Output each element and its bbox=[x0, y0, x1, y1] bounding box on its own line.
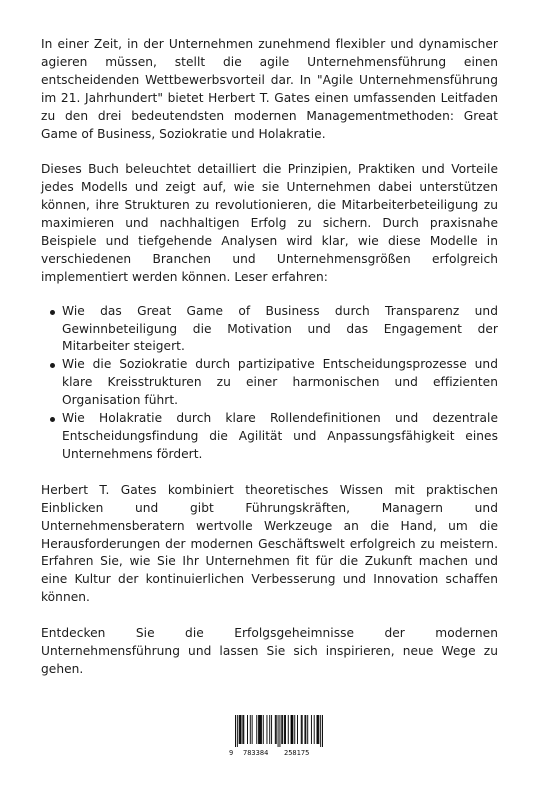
bullet-icon bbox=[50, 363, 55, 368]
barcode-bar bbox=[266, 715, 267, 744]
barcode-first-digit: 9 bbox=[229, 749, 234, 757]
list-item-text: Wie Holakratie durch klare Rollendefinitionen und dezentrale Entscheidungsfindung die Agilität und Anpassungsfähigkeit eines Unternehmens fördert. bbox=[62, 411, 498, 461]
barcode-bar bbox=[252, 715, 253, 744]
author-paragraph: Herbert T. Gates kombiniert theoretisches Wissen mit praktischen Einblicken und gibt Führungskräften, Managern und Unternehmensberatern wertvolle Werkzeuge an die Hand, um die Herausforderungen der modernen Geschäftswelt erfolgreich zu meistern. Erfahren Sie, wie Sie Ihr Unternehmen fit für die Zukunft machen und eine Kultur der kontinuierlichen Verbesserung und Innovation schaffen können. bbox=[41, 482, 498, 605]
list-item bbox=[62, 356, 498, 410]
barcode-bar bbox=[260, 715, 261, 744]
bullet-icon bbox=[50, 310, 55, 315]
barcode-bar bbox=[284, 715, 285, 744]
closing-paragraph: Entdecken Sie die Erfolgsgeheimnisse der modernen Unternehmensführung und lassen Sie sich inspirieren, neue Wege zu gehen. bbox=[41, 626, 498, 676]
list-item bbox=[62, 410, 498, 464]
barcode-bar bbox=[317, 715, 318, 744]
list-item-text: Wie die Soziokratie durch partizipative Entscheidungsprozesse und klare Kreisstrukturen zu einer harmonischen und effizienten Organisation führt. bbox=[62, 357, 498, 408]
barcode-bar bbox=[281, 715, 282, 744]
barcode-bar bbox=[241, 715, 242, 744]
barcode-bar bbox=[269, 715, 270, 744]
barcode-guard-bar bbox=[235, 715, 236, 747]
barcode-bar bbox=[307, 715, 308, 744]
barcode-bar bbox=[250, 715, 251, 744]
barcode-bar bbox=[311, 715, 312, 744]
barcode-bar bbox=[304, 715, 305, 744]
barcode-guard-bar bbox=[322, 715, 323, 747]
barcode-guard-bar bbox=[279, 715, 280, 747]
barcode-bar bbox=[242, 715, 243, 744]
barcode-bar bbox=[288, 715, 289, 744]
barcode-bar bbox=[314, 715, 315, 744]
barcode-bar bbox=[294, 715, 295, 744]
barcode-bar bbox=[282, 715, 283, 744]
intro-paragraph: In einer Zeit, in der Unternehmen zunehmend flexibler und dynamischer agieren müssen, stellt die agile Unternehmensführung einen entscheidenden Wettbewerbsvorteil dar. In "Agile Unternehmensführung im 21. Jahrhundert" bietet Herbert T. Gates einen umfassenden Leitfaden zu den drei bedeutendsten modernen Managementmethoden: Great Game of Business, Soziokratie und Holakratie. bbox=[41, 37, 498, 141]
barcode-bar bbox=[297, 715, 298, 744]
barcode-bars bbox=[235, 715, 323, 747]
barcode-bar bbox=[292, 715, 293, 744]
barcode-guard-bar bbox=[278, 715, 279, 747]
barcode-bar bbox=[301, 715, 302, 744]
barcode-left-group: 783384 bbox=[243, 749, 269, 757]
barcode-bar bbox=[240, 715, 241, 744]
blurb-text bbox=[41, 36, 498, 679]
barcode-guard-bar bbox=[320, 715, 321, 747]
details-paragraph: Dieses Buch beleuchtet detailliert die Prinzipien, Praktiken und Vorteile jedes Modells und zeigt auf, wie sie Unternehmen dabei unterstützen können, ihre Strukturen zu revolutionieren, die Mitarbeiterbeteiligung zu maximieren und nachhaltigen Erfolg zu sichern. Durch praxisnahe Beispiele und tiefgehende Analysen wird klar, wie diese Modelle in verschiedenen Branchen und Unternehmensgrößen erfolgreich implementiert werden können. Leser erfahren: bbox=[41, 162, 498, 284]
barcode-bar bbox=[259, 715, 260, 744]
barcode-bar bbox=[292, 715, 293, 744]
barcode-bar bbox=[275, 715, 276, 744]
barcode-bar bbox=[256, 715, 257, 744]
barcode-digits bbox=[227, 748, 331, 758]
barcode-bar bbox=[317, 715, 318, 744]
barcode-bar bbox=[243, 715, 244, 744]
barcode-bar bbox=[258, 715, 259, 744]
bullet-icon bbox=[50, 417, 55, 422]
barcode-bar bbox=[271, 715, 272, 744]
barcode-guard-bar bbox=[237, 715, 238, 747]
barcode-bar bbox=[263, 715, 264, 744]
barcode-right-group: 258175 bbox=[284, 749, 310, 757]
barcode-bar bbox=[239, 715, 240, 744]
barcode-bar bbox=[318, 715, 319, 744]
barcode-bar bbox=[291, 715, 292, 744]
barcode-bar bbox=[261, 715, 262, 744]
barcode-bar bbox=[276, 715, 277, 744]
barcode-bar bbox=[247, 715, 248, 744]
barcode-bar bbox=[305, 715, 306, 744]
benefits-list bbox=[41, 303, 498, 464]
barcode-bar bbox=[302, 715, 303, 744]
barcode-bar bbox=[285, 715, 286, 744]
isbn-barcode bbox=[227, 713, 331, 759]
list-item bbox=[62, 303, 498, 357]
list-item-text: Wie das Great Game of Business durch Transparenz und Gewinnbeteiligung die Motivation und das Engagement der Mitarbeiter steigert. bbox=[62, 303, 498, 354]
